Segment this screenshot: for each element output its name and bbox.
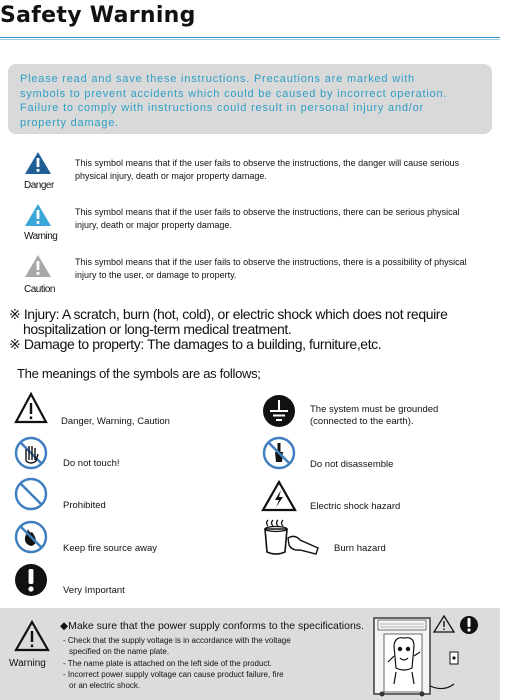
notice-text: Please read and save these instructions. Precautions are marked with symbols to prevent accidents which could be caused by incorrect operation. Failure to comply with instructions could result in personal injury and/or property damage. [20, 73, 448, 129]
warning-description: This symbol means that if the user fails to observe the instructions, there can be serious physical injury, death or major property damage. [75, 207, 460, 230]
label-very-important: Very Important [63, 585, 125, 596]
burn-hazard-icon [262, 518, 326, 562]
power-supply-line: or an electric shock. [69, 681, 141, 690]
caution-description: This symbol means that if the user fails to observe the instructions, there is a possibility of physical injury to the user, or damage to property. [75, 257, 467, 280]
bottom-warning-caption: Warning [9, 658, 46, 669]
injury-note: ※ Injury: A scratch, burn (hot, cold), or electric shock which does not require hospitalization or long-term medical treatment. [9, 306, 448, 337]
label-keep-fire-away: Keep fire source away [63, 543, 157, 554]
meanings-heading: The meanings of the symbols are as follows; [17, 366, 261, 381]
power-supply-line: - Check that the supply voltage is in accordance with the voltage [63, 636, 291, 645]
title-divider-light [0, 39, 500, 40]
do-not-disassemble-icon [262, 436, 296, 470]
power-supply-heading: ◆Make sure that the power supply conforms to the specifications. [60, 620, 364, 632]
warning-triangle-icon [14, 620, 50, 652]
product-illustration [368, 612, 496, 698]
label-danger-warning-caution: Danger, Warning, Caution [61, 416, 170, 427]
warning-triangle-icon [24, 203, 52, 227]
prohibited-icon [14, 477, 48, 511]
caution-triangle-icon [24, 254, 52, 278]
power-supply-line: - The name plate is attached on the left side of the product. [63, 659, 272, 668]
alert-triangle-icon [14, 392, 48, 424]
label-prohibited: Prohibited [63, 500, 106, 511]
power-supply-line: - Incorrect power supply voltage can cause product failure, fire [63, 670, 284, 679]
keep-fire-away-icon [14, 520, 48, 554]
label-burn-hazard: Burn hazard [334, 543, 386, 554]
label-do-not-touch: Do not touch! [63, 458, 120, 469]
danger-description: This symbol means that if the user fails to observe the instructions, the danger will cause serious physical injury, death or major property damage. [75, 158, 460, 181]
ground-icon [262, 394, 296, 428]
label-electric-shock: Electric shock hazard [310, 501, 401, 512]
very-important-icon [14, 563, 48, 597]
electric-shock-icon [261, 480, 297, 512]
warning-caption: Warning [24, 231, 58, 242]
power-supply-line: specified on the name plate. [69, 647, 170, 656]
danger-caption: Danger [24, 180, 54, 191]
label-do-not-disassemble: Do not disassemble [310, 459, 394, 470]
do-not-touch-icon [14, 436, 48, 470]
page-title: Safety Warning [0, 3, 196, 28]
label-grounded: The system must be grounded (connected to the earth). [310, 404, 439, 427]
caution-caption: Caution [24, 284, 55, 295]
danger-triangle-icon [24, 151, 52, 175]
title-divider [0, 37, 500, 38]
property-note: ※ Damage to property: The damages to a building, furniture,etc. [9, 336, 382, 352]
